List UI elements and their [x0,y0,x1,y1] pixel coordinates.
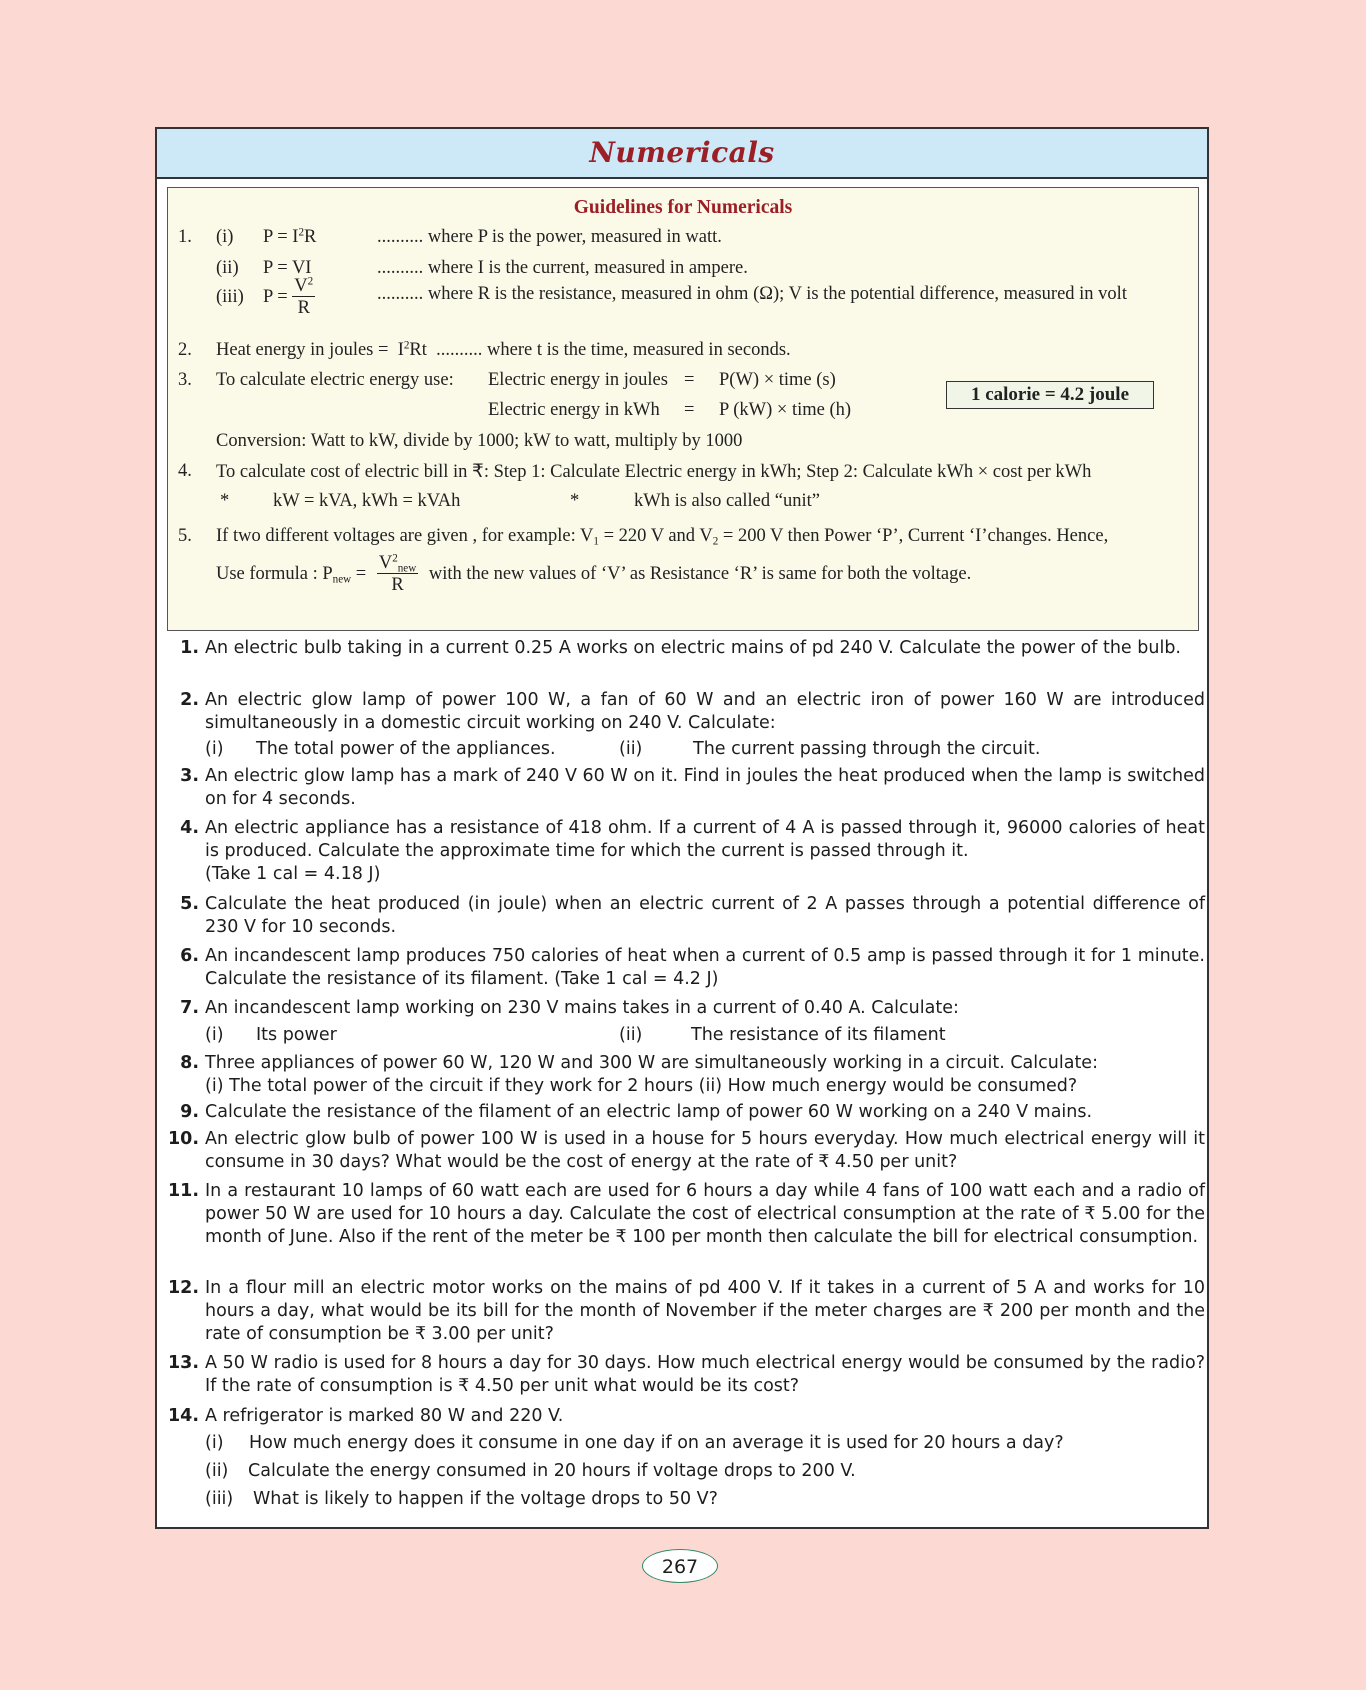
guideline-number: 4. [178,461,192,481]
energy-joules-label: Electric energy in joules [488,370,668,390]
question-number: 5. [180,894,199,914]
calorie-conversion-box: 1 calorie = 4.2 joule [946,381,1154,409]
question-text: In a restaurant 10 lamps of 60 watt each are used for 6 hours a day while 4 fans of 100 watt each and a radio of power 50 W are used for 10 hours a day. Calculate the cost of electrical consumption at the rate of ₹ 5.00 for the month of June. Also if the rent of the meter be ₹ 100 per month then calculate the bill for electrical consumption. [205,1181,1205,1247]
question-text: An incandescent lamp working on 230 V mains takes in a current of 0.40 A. Calculate: [205,998,959,1018]
sub-question-text: How much energy does it consume in one day if on an average it is used for 20 hours a day? [249,1433,1064,1453]
question-item [180,893,1205,939]
guideline-number: 3. [178,370,192,390]
page-title: Numericals [589,136,775,169]
question-item [180,637,1205,660]
sub-question-text: Its power [256,1025,337,1045]
unit-note: kWh is also called “unit” [634,491,820,511]
sub-question-label: (i) [205,1025,224,1045]
question-item [180,997,1205,1020]
question-number: 8. [180,1053,199,1073]
energy-kwh-formula: P (kW) × time (h) [719,400,852,420]
electric-bill-guideline: To calculate cost of electric bill in ₹: Step 1: Calculate Electric energy in kWh; Step 2: Calculate kWh × cost per kWh [216,462,1092,482]
question-text: An electric glow bulb of power 100 W is used in a house for 5 hours everyday. How much electrical energy will it consume in 30 days? What would be the cost of energy at the rate of ₹ 4.50 per unit? [205,1129,1205,1172]
question-number: 12. [167,1278,199,1298]
title-bar [157,129,1207,179]
question-text: An electric bulb taking in a current 0.25 A works on electric mains of pd 240 V. Calculate the power of the bulb. [205,638,1181,658]
question-number: 13. [167,1353,199,1373]
guidelines-heading: Guidelines for Numericals [573,197,793,218]
new-power-formula: Use formula : $P_{new}$ = $\frac{V^2_{new}}{R}$ with the new values of ‘V’ as Resistance ‘R’ is same for both the voltage. [216,552,972,595]
bullet-star: * [220,491,230,511]
guidelines-box [167,187,1199,631]
sub-question-label: (i) [205,1433,224,1453]
sub-question-label: (ii) [205,1461,229,1481]
question-item [180,765,1205,811]
formula-description: .......... where I is the current, measured in ampere. [377,258,748,278]
energy-guideline-text: To calculate electric energy use: [216,370,454,390]
power-formula-v2r: P = $\frac{V^2}{R}$ [263,275,314,318]
question-item [167,1277,1205,1346]
sub-question-text: Calculate the energy consumed in 20 hours if voltage drops to 200 V. [248,1461,856,1481]
formula-label: (ii) [216,258,239,278]
question-text: Three appliances of power 60 W, 120 W and 300 W are simultaneously working in a circuit. Calculate: [205,1053,1098,1073]
sub-question-text: What is likely to happen if the voltage drops to 50 V? [253,1489,718,1509]
formula-description: .......... where P is the power, measured in watt. [377,227,722,247]
question-number: 2. [180,690,199,710]
bullet-star: * [570,491,580,511]
question-text: Calculate the resistance of the filament of an electric lamp of power 60 W working on a 240 V mains. [205,1102,1093,1122]
question-item [180,817,1205,886]
question-number: 3. [180,766,199,786]
question-number: 14. [167,1406,199,1426]
sub-question-text: The resistance of its filament [691,1025,946,1045]
question-item [167,1352,1205,1398]
heat-energy-guideline: Heat energy in joules = $I^2Rt$ .......... where t is the time, measured in seconds. [216,339,791,360]
question-item [180,689,1205,735]
sub-question-label: (ii) [619,739,643,759]
question-item [180,945,1205,991]
question-item [167,1180,1205,1249]
two-voltages-guideline: If two different voltages are given , for example: $V_1 = 220$ V and $V_2 = 200$ V then Power ‘P’, Current ‘I’changes. Hence, [216,526,1109,548]
guideline-number: 2. [178,340,192,360]
question-number: 7. [180,998,199,1018]
question-text: Calculate the heat produced (in joule) when an electric current of 2 A passes through a potential difference of 230 V for 10 seconds. [205,894,1205,937]
conversion-note: Conversion: Watt to kW, divide by 1000; kW to watt, multiply by 1000 [216,431,743,451]
question-item [167,1405,1205,1428]
sub-question-text: (i) The total power of the circuit if they work for 2 hours (ii) How much energy would be consumed? [205,1076,1078,1096]
question-text: A 50 W radio is used for 8 hours a day for 30 days. How much electrical energy would be consumed by the radio? If the rate of consumption is ₹ 4.50 per unit what would be its cost? [205,1353,1205,1396]
page-number: 267 [642,1549,718,1583]
question-number: 10. [167,1129,199,1149]
energy-joules-formula: P(W) × time (s) [719,370,836,390]
numericals-panel [155,127,1209,1529]
formula-label: (iii) [216,287,244,307]
power-formula-vi: P = VI [263,258,312,278]
question-number: 11. [167,1181,199,1201]
question-note: (Take 1 cal = 4.18 J) [205,864,381,884]
question-number: 9. [180,1102,199,1122]
question-text: An incandescent lamp produces 750 calories of heat when a current of 0.5 amp is passed through it for 1 minute. Calculate the resistance of its filament. (Take 1 cal = 4.2 J) [205,946,1205,989]
sub-question-text: The total power of the appliances. [256,739,556,759]
question-text: An electric glow lamp of power 100 W, a fan of 60 W and an electric iron of power 160 W are introduced simultaneously in a domestic circuit working on 240 V. Calculate: [205,690,1205,733]
unit-note: kW = kVA, kWh = kVAh [273,491,461,511]
guideline-number: 1. [178,227,192,247]
formula-description: .......... where R is the resistance, measured in ohm (Ω); V is the potential difference, measured in volt [377,284,1127,304]
equals-sign: = [684,370,695,390]
sub-question-label: (ii) [619,1025,643,1045]
question-text: A refrigerator is marked 80 W and 220 V. [205,1406,564,1426]
equals-sign: = [684,400,695,420]
guideline-number: 5. [178,526,192,546]
question-item [167,1128,1205,1174]
question-text: An electric appliance has a resistance of 418 ohm. If a current of 4 A is passed through it, 96000 calories of heat is produced. Calculate the approximate time for which the current is passed through it. [205,818,1205,861]
question-item [180,1101,1205,1124]
formula-label: (i) [216,227,234,247]
sub-question-label: (iii) [205,1489,234,1509]
power-formula-i2r: $P = I^2R$ [263,226,317,247]
sub-question-text: The current passing through the circuit. [693,739,1041,759]
question-text: In a flour mill an electric motor works on the mains of pd 400 V. If it takes in a current of 5 A and works for 10 hours a day, what would be its bill for the month of November if the meter charges are ₹ 200 per month and the rate of consumption be ₹ 3.00 per unit? [205,1278,1205,1344]
question-number: 1. [180,638,199,658]
energy-kwh-label: Electric energy in kWh [488,400,660,420]
question-number: 4. [180,818,199,838]
sub-question-label: (i) [205,739,224,759]
question-number: 6. [180,946,199,966]
question-text: An electric glow lamp has a mark of 240 V 60 W on it. Find in joules the heat produced when the lamp is switched on for 4 seconds. [205,766,1205,809]
question-item [180,1052,1205,1075]
